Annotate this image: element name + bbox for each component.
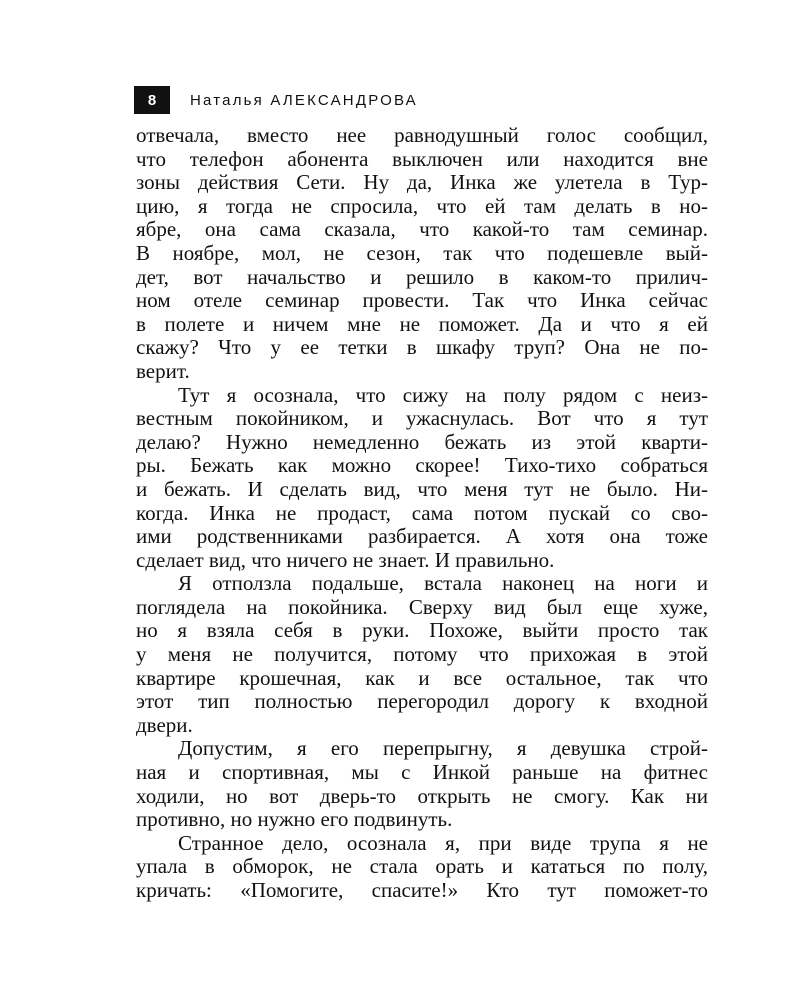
page-header [134, 86, 418, 114]
running-head: Наталья АЛЕКСАНДРОВА [190, 91, 418, 109]
page-number: 8 [134, 86, 170, 114]
text-line: упала в обморок, не стала орать и кататься по полу, [136, 854, 708, 879]
text-line: Я отползла подальше, встала наконец на ноги и [178, 571, 708, 596]
text-line: поглядела на покойника. Сверху вид был еще хуже, [136, 594, 708, 619]
text-line: противно, но нужно его подвинуть. [136, 807, 453, 832]
text-line: и бежать. И сделать вид, что меня тут не было. Ни- [136, 476, 708, 501]
text-line: Допустим, я его перепрыгну, я девушка строй- [178, 736, 708, 761]
text-line: ходили, но вот дверь-то открыть не смогу. Как ни [136, 783, 708, 808]
text-line: что телефон абонента выключен или находится вне [136, 146, 708, 171]
text-line: Тут я осознала, что сижу на полу рядом с неиз- [178, 382, 708, 407]
text-line: ры. Бежать как можно скорее! Тихо-тихо собраться [136, 453, 708, 478]
text-line: верит. [136, 358, 190, 383]
text-line: ябре, она сама сказала, что какой-то там семинар. [136, 217, 708, 242]
text-line: ная и спортивная, мы с Инкой раньше на фитнес [136, 760, 708, 785]
text-line: двери. [136, 712, 193, 737]
text-line: зоны действия Сети. Ну да, Инка же улетела в Тур- [136, 170, 708, 195]
text-line: кричать: «Помогите, спасите!» Кто тут поможет-то [136, 878, 708, 902]
text-line: вестным покойником, и ужаснулась. Вот что я тут [136, 406, 708, 431]
text-line: этот тип полностью перегородил дорогу к входной [136, 689, 708, 714]
text-line: отвечала, вместо нее равнодушный голос сообщил, [136, 123, 708, 147]
text-line: цию, я тогда не спросила, что ей там делать в но- [136, 193, 708, 218]
text-line: квартире крошечная, как и все остальное, так что [136, 665, 708, 690]
text-line: ими родственниками разбирается. А хотя она тоже [136, 524, 708, 549]
text-line: В ноябре, мол, не сезон, так что подешевле вый- [136, 240, 708, 265]
text-line: дет, вот начальство и решило в каком-то прилич- [136, 264, 708, 289]
paragraph [136, 832, 708, 903]
text-line: делаю? Нужно немедленно бежать из этой кварти- [136, 429, 708, 454]
paragraph [136, 572, 708, 737]
text-line: ном отеле семинар провести. Так что Инка сейчас [136, 288, 708, 313]
text-line: сделает вид, что ничего не знает. И правильно. [136, 547, 555, 572]
text-line: но я взяла себя в руки. Похоже, выйти просто так [136, 618, 708, 643]
body-text [136, 124, 708, 903]
text-line: когда. Инка не продаст, сама потом пускай со сво- [136, 500, 708, 525]
paragraph [136, 124, 708, 384]
text-line: у меня не получится, потому что прихожая в этой [136, 642, 708, 667]
text-line: скажу? Что у ее тетки в шкафу труп? Она не по- [136, 335, 708, 360]
text-line: Странное дело, осознала я, при виде трупа я не [178, 830, 708, 855]
text-line: в полете и ничем мне не поможет. Да и что я ей [136, 311, 708, 336]
paragraph [136, 737, 708, 831]
paragraph [136, 384, 708, 573]
